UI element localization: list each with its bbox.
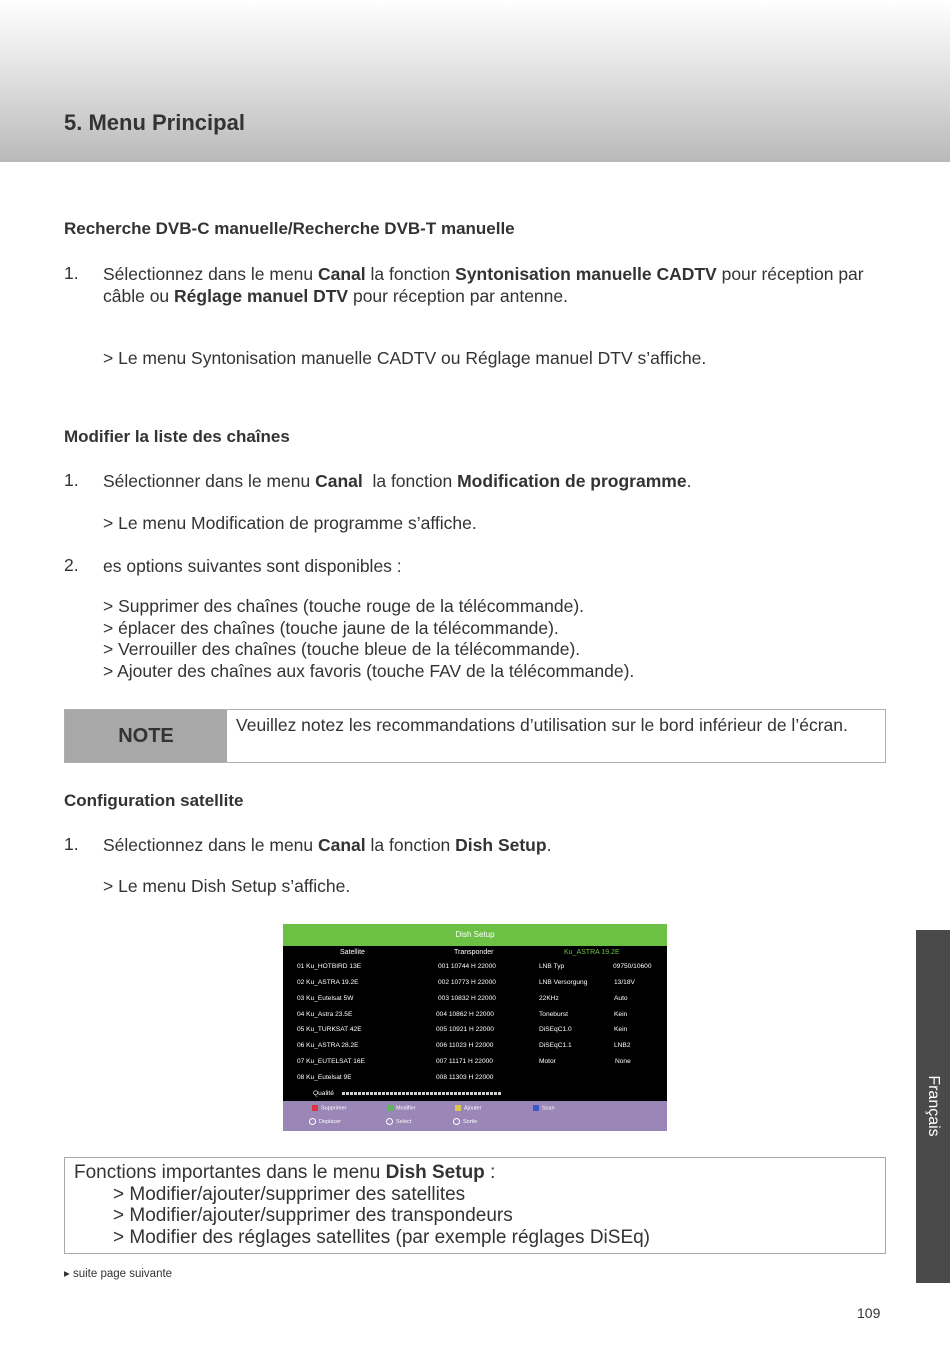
result-text-dvb-search: > Le menu Syntonisation manuelle CADTV ou Réglage manuel DTV s’affiche. <box>103 348 707 368</box>
yellow-key-icon <box>455 1105 461 1111</box>
table-row: 02 Ku_ASTRA 19.2E 002 10773 H 22000 LNB Versorgung 13/18V <box>297 979 635 986</box>
footer-move: Deplacer <box>309 1118 341 1125</box>
language-tab-label: Français <box>925 1075 942 1137</box>
step-text-dish-setup: Sélectionnez dans le menu Canal la fonction Dish Setup. <box>103 835 552 855</box>
note-text: Veuillez notez les recommandations d’utilisation sur le bord inférieur de l’écran. <box>236 715 848 735</box>
table-row: 07 Ku_EUTELSAT 16E 007 11171 H 22000 Motor None <box>297 1058 631 1065</box>
arrows-key-icon <box>309 1118 316 1125</box>
section-title-dvb-search: Recherche DVB-C manuelle/Recherche DVB-T manuelle <box>64 219 515 238</box>
quality-bar <box>342 1092 502 1095</box>
green-key-icon <box>387 1105 393 1111</box>
exit-key-icon <box>453 1118 460 1125</box>
table-row: 08 Ku_Eutelsat 9E 008 11303 H 22000 <box>297 1074 494 1081</box>
list-item: > éplacer des chaînes (touche jaune de la télécommande). <box>103 617 559 638</box>
functions-box <box>64 1157 886 1254</box>
dish-setup-screenshot <box>283 924 667 1131</box>
column-header-current-satellite: Ku_ASTRA 19.2E <box>564 949 620 956</box>
page-title: 5. Menu Principal <box>64 110 245 135</box>
table-row: 05 Ku_TURKSAT 42E 005 10921 H 22000 DiSEqC1.0 Kein <box>297 1026 628 1033</box>
section-title-satellite-config: Configuration satellite <box>64 791 244 810</box>
table-row: 04 Ku_Astra 23.5E 004 10862 H 22000 Toneburst Kein <box>297 1011 628 1018</box>
blue-key-icon <box>533 1105 539 1111</box>
list-item: > Verrouiller des chaînes (touche bleue de la télécommande). <box>103 639 581 659</box>
table-row: 06 Ku_ASTRA 28.2E 006 11023 H 22000 DiSEqC1.1 LNB2 <box>297 1042 631 1049</box>
step-number: 2. <box>64 555 79 575</box>
step-text-options: es options suivantes sont disponibles : <box>103 556 402 576</box>
page-header <box>0 0 950 162</box>
step-number: 1. <box>64 263 79 283</box>
screen-title: Dish Setup <box>283 924 667 946</box>
functions-intro: Fonctions importantes dans le menu Dish Setup : <box>74 1162 496 1183</box>
list-item: > Modifier/ajouter/supprimer des satellites <box>113 1183 466 1205</box>
footer-modify: Modifier <box>387 1105 416 1111</box>
step-text-channel-edit: Sélectionner dans le menu Canal la fonction Modification de programme. <box>103 471 692 491</box>
footer-delete: Supprimer <box>312 1105 346 1111</box>
page-number: 109 <box>857 1305 881 1321</box>
column-header-transponder: Transponder <box>454 949 494 956</box>
table-row: 01 Ku_HOTBIRD 13E 001 10744 H 22000 LNB Typ 09750/10600 <box>297 963 652 970</box>
step-text-dvb-search: Sélectionnez dans le menu Canal la fonction Syntonisation manuelle CADTV pour réception par câble ou Réglage manuel DTV pour réception par antenne. <box>103 264 864 306</box>
signal-quality: Qualité <box>313 1090 502 1097</box>
section-title-channel-list: Modifier la liste des chaînes <box>64 427 290 446</box>
footer-add: Ajouter <box>455 1105 481 1111</box>
table-row: 03 Ku_Eutelsat 5W 003 10832 H 22000 22KHz Auto <box>297 995 628 1002</box>
result-text-channel-edit: > Le menu Modification de programme s’affiche. <box>103 513 477 533</box>
footer-scan: Scan <box>533 1105 555 1111</box>
result-text-dish-setup: > Le menu Dish Setup s’affiche. <box>103 876 351 896</box>
footer-select: Select <box>386 1118 411 1125</box>
red-key-icon <box>312 1105 318 1111</box>
column-header-satellite: Satellite <box>340 949 365 956</box>
list-item: > Ajouter des chaînes aux favoris (touche FAV de la télécommande). <box>103 660 635 681</box>
note-box <box>64 709 886 763</box>
note-label: NOTE <box>65 710 227 762</box>
continue-note: ▸ suite page suivante <box>64 1268 173 1280</box>
footer-exit: Sortie <box>453 1118 477 1125</box>
language-tab <box>916 930 950 1283</box>
step-number: 1. <box>64 834 79 854</box>
list-item: > Modifier/ajouter/supprimer des transpondeurs <box>113 1205 513 1227</box>
list-item: > Supprimer des chaînes (touche rouge de la télécommande). <box>103 596 585 616</box>
ok-key-icon <box>386 1118 393 1125</box>
options-list <box>103 596 634 682</box>
step-number: 1. <box>64 470 79 490</box>
list-item: > Modifier des réglages satellites (par exemple réglages DiSEq) <box>113 1227 651 1249</box>
screen-footer <box>283 1101 667 1131</box>
